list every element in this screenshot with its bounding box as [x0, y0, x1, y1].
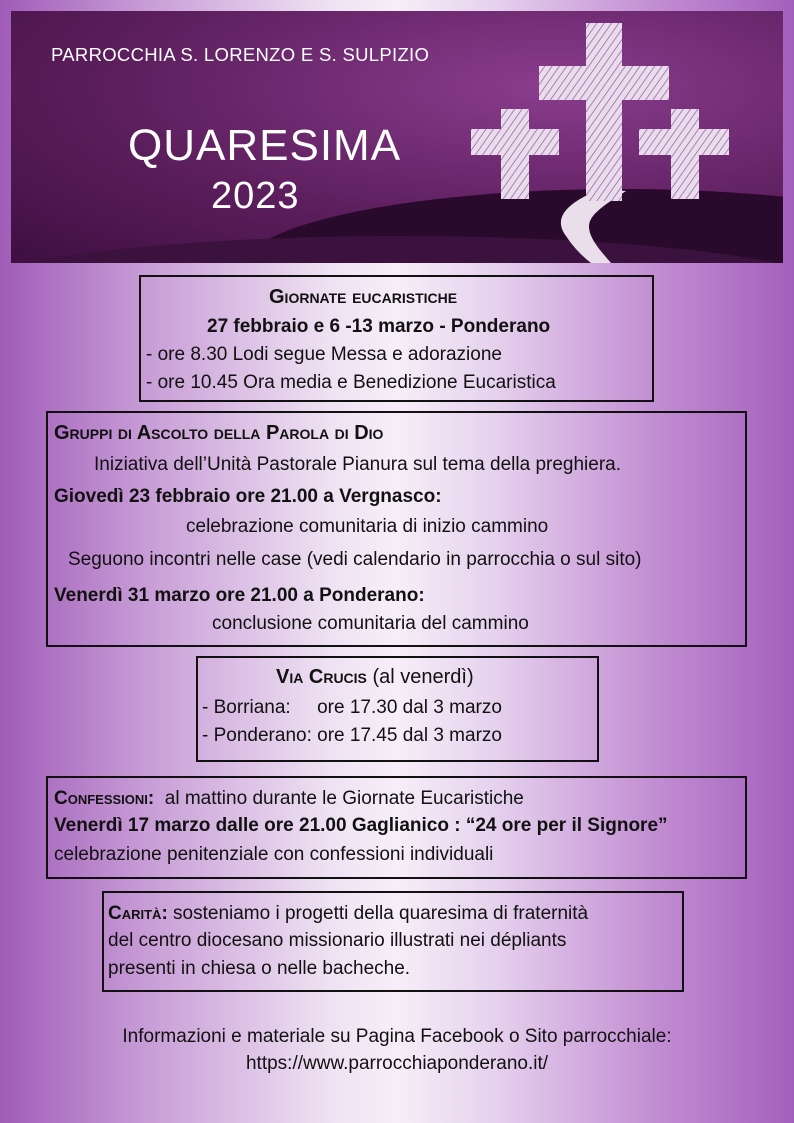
- giornate-dates: 27 febbraio e 6 -13 marzo - Ponderano: [207, 316, 551, 337]
- viacrucis-line-1: - Borriana: ore 17.30 dal 3 marzo: [202, 697, 502, 718]
- confessioni-heading-rest: al mattino durante le Giornate Eucaristiche: [154, 788, 524, 809]
- carita-line-3: presenti in chiesa o nelle bacheche.: [108, 958, 411, 979]
- page-title: QUARESIMA: [128, 121, 402, 170]
- viacrucis-heading-note: (al venerdì): [366, 666, 474, 688]
- three-crosses-icon: [451, 11, 751, 263]
- viacrucis-line-2: - Ponderano: ore 17.45 dal 3 marzo: [202, 725, 502, 746]
- carita-heading-line: [108, 904, 588, 923]
- confessioni-line-2: Venerdì 17 marzo dalle ore 21.00 Gaglianico : “24 ore per il Signore”: [54, 815, 668, 836]
- gruppi-event-2-title: Venerdì 31 marzo ore 21.00 a Ponderano:: [54, 585, 425, 606]
- footer-info: Informazioni e materiale su Pagina Facebook o Sito parrocchiale:: [122, 1026, 672, 1047]
- carita-heading: Carità:: [108, 903, 168, 924]
- confessioni-heading: Confessioni:: [54, 788, 155, 809]
- gruppi-event-1-desc: celebrazione comunitaria di inizio cammino: [186, 516, 549, 537]
- carita-line-2: del centro diocesano missionario illustrati nei dépliants: [108, 930, 567, 951]
- giornate-line-1: - ore 8.30 Lodi segue Messa e adorazione: [146, 344, 502, 365]
- viacrucis-heading: Via Crucis: [276, 666, 367, 688]
- giornate-heading: Giornate eucaristiche: [269, 286, 458, 308]
- gruppi-heading: Gruppi di Ascolto della Parola di Dio: [54, 422, 384, 444]
- gruppi-middle: Seguono incontri nelle case (vedi calendario in parrocchia o sul sito): [68, 549, 642, 570]
- viacrucis-heading-line: [276, 667, 474, 687]
- footer-link[interactable]: https://www.parrocchiaponderano.it/: [245, 1053, 549, 1074]
- page-year: 2023: [211, 175, 300, 217]
- gruppi-event-2-desc: conclusione comunitaria del cammino: [212, 613, 529, 634]
- gruppi-intro: Iniziativa dell’Unità Pastorale Pianura sul tema della preghiera.: [94, 454, 622, 475]
- gruppi-event-1-title: Giovedì 23 febbraio ore 21.00 a Vergnasco:: [54, 486, 442, 507]
- carita-line-1-rest: sosteniamo i progetti della quaresima di fraternità: [167, 903, 589, 924]
- giornate-line-2: - ore 10.45 Ora media e Benedizione Eucaristica: [146, 372, 556, 393]
- parish-name: PARROCCHIA S. LORENZO E S. SULPIZIO: [51, 44, 430, 65]
- header-banner: [11, 11, 783, 263]
- confessioni-heading-line: [54, 789, 524, 808]
- confessioni-line-3: celebrazione penitenziale con confessioni individuali: [54, 844, 494, 865]
